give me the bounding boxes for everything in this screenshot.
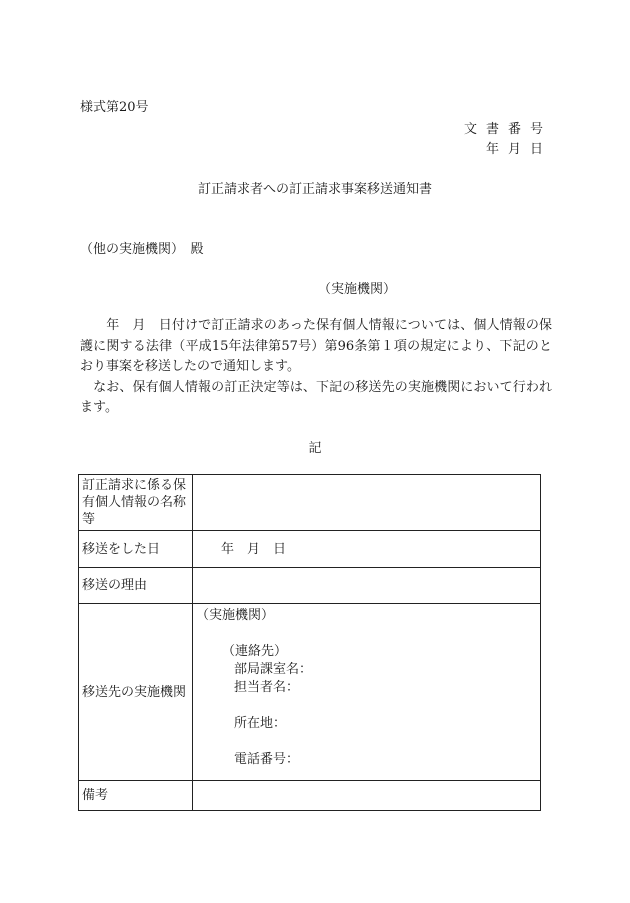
table-row	[79, 568, 541, 604]
sender: （実施機関）	[318, 282, 397, 297]
remarks-label: 備考	[79, 781, 193, 811]
transfer-info-table	[78, 474, 541, 811]
destination-contact: （連絡先）	[222, 644, 288, 659]
document-number: 文書番号	[463, 122, 552, 137]
remarks-value	[193, 781, 541, 811]
form-number: 様式第20号	[80, 100, 149, 115]
addressee: （他の実施機関） 殿	[80, 242, 204, 257]
info-name-label: 訂正請求に係る保有個人情報の名称等	[79, 475, 193, 531]
destination-value	[193, 604, 541, 781]
destination-department: 部局課室名：	[234, 662, 313, 677]
ki-heading: 記	[308, 441, 322, 456]
transfer-date-value: 年 月 日	[193, 531, 541, 568]
destination-person: 担当者名：	[234, 680, 300, 695]
body-paragraph-2: なお、保有個人情報の訂正決定等は、下記の移送先の実施機関において行われます。	[80, 379, 552, 415]
table-row	[79, 604, 541, 781]
destination-phone: 電話番号：	[234, 752, 300, 767]
destination-org: （実施機関）	[196, 608, 275, 623]
transfer-date-label: 移送をした日	[79, 531, 193, 568]
document-title: 訂正請求者への訂正請求事案移送通知書	[197, 182, 432, 197]
destination-label: 移送先の実施機関	[79, 604, 193, 781]
spacer	[196, 625, 537, 643]
destination-address: 所在地：	[234, 716, 287, 731]
transfer-reason-label: 移送の理由	[79, 568, 193, 604]
spacer	[196, 733, 537, 751]
body-paragraph-1: 年 月 日付けで訂正請求のあった保有個人情報については、個人情報の保護に関する法律（平成15年法律第57号）第96条第１項の規定により、下記のとおり事案を移送したので通知します。	[80, 318, 552, 374]
document-date: 年月日	[485, 142, 552, 157]
table-row	[79, 781, 541, 811]
spacer	[196, 697, 537, 715]
info-name-value	[193, 475, 541, 531]
table-row	[79, 531, 541, 568]
table-row	[79, 475, 541, 531]
transfer-reason-value	[193, 568, 541, 604]
body-text	[80, 316, 552, 419]
